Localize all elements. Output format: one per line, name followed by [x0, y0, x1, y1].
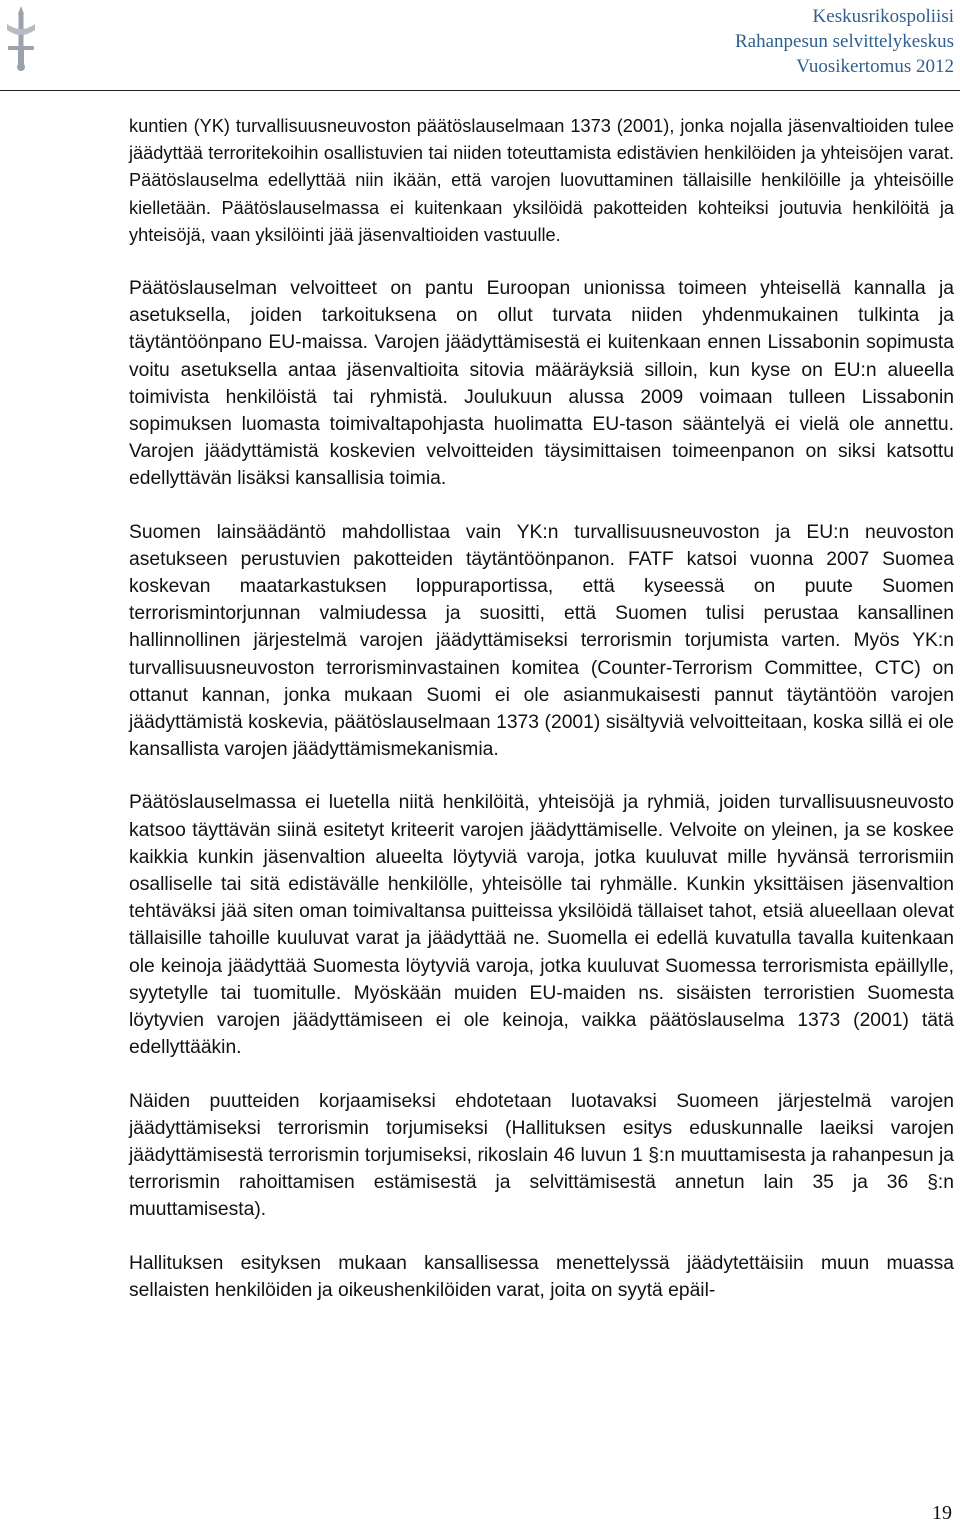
document-body: [129, 113, 954, 1330]
body-paragraph-2: Päätöslauselman velvoitteet on pantu Euroopan unionissa toimeen yhteisellä kannalla ja asetuksella, joiden tarkoituksena on ollut turvata niiden yhdenmukainen tulkinta ja täytäntöönpano EU-maissa. Varojen jäädyttämisestä ei kuitenkaan ennen Lissabonin sopimusta voitu asetuksella antaa jäsenvaltioita sitovia määräyksiä silloin, kun kyse on EU:n alueella toimivista henkilöistä tai ryhmistä. Joulukuun alussa 2009 voimaan tulleen Lissabonin sopimuksen luomasta toimivaltapohjasta huolimatta EU-tason sääntelyä ei vielä ole annettu. Varojen jäädyttämistä koskevien velvoitteiden täysimittaisen toimeenpanon on siksi katsottu edellyttävän lisäksi kansallisia toimia.: [129, 278, 954, 490]
page-number: 19: [932, 1502, 952, 1524]
header-organization: Keskusrikospoliisi: [812, 6, 954, 27]
header-document-title: Vuosikertomus 2012: [796, 56, 954, 77]
police-emblem-icon: [4, 4, 38, 74]
body-paragraph-4: Päätöslauselmassa ei luetella niitä henkilöitä, yhteisöjä ja ryhmiä, joiden turvallisuusneuvosto katsoo täyttävän siinä esitetyt kriteerit varojen jäädyttämiselle. Velvoite on yleinen, ja se koskee kaikkia kunkin jäsenvaltion alueelta löytyviä varoja, jotka kuuluvat mille hyvänsä terrorismiin osalliselle tai sitä edistävälle henkilölle, yhteisölle tai ryhmälle. Kunkin yksittäisen jäsenvaltion tehtäväksi jää siten oman toimivaltansa puitteissa yksilöidä tällaiset tahot, etsiä alueellaan olevat tällaisille tahoille kuuluvat varat ja jäädyttää ne. Suomella ei edellä kuvatulla tavalla kuitenkaan ole keinoja jäädyttää Suomesta löytyviä varoja, jotka kuuluvat Suomessa terrorismista epäillylle, syytetylle tai tuomitulle. Myöskään muiden EU-maiden ns. sisäisten terroristien Suomesta löytyvien varojen jäädyttämiseen ei ole keinoja, vaikka päätöslauselma 1373 (2001) tätä edellyttääkin.: [129, 792, 954, 1059]
header-divider: [0, 90, 960, 91]
body-paragraph-5: Näiden puutteiden korjaamiseksi ehdotetaan luotavaksi Suomeen järjestelmä varojen jäädyttämiseksi terrorismin torjumiseksi (Hallituksen esitys eduskunnalle laeiksi varojen jäädyttämisestä terrorismin torjumiseksi, rikoslain 46 luvun 1 §:n muuttamisesta ja rahanpesun ja terrorismin rahoittamisen estämisestä ja selvittämisestä annetun lain 35 ja 36 §:n muuttamisesta).: [129, 1090, 954, 1221]
header-unit: Rahanpesun selvittelykeskus: [735, 31, 954, 52]
body-paragraph-6: Hallituksen esityksen mukaan kansallisessa menettelyssä jäädytettäisiin muun muassa sellaisten henkilöiden ja oikeushenkilöiden varat, joita on syytä epäil-: [129, 1252, 954, 1301]
body-paragraph-1: kuntien (YK) turvallisuusneuvoston päätöslauselmaan 1373 (2001), jonka nojalla jäsenvaltioiden tulee jäädyttää terroritekoihin osallistuvien tai niiden toteuttamista edistävien henkilöiden ja yhteisöjen varat. Päätöslauselma edellyttää niin ikään, että varojen luovuttaminen tällaisille henkilöille ja yhteisöille kielletään. Päätöslauselmassa ei kuitenkaan yksilöidä pakotteiden kohteiksi joutuvia henkilöitä ja yhteisöjä, vaan yksilöinti jää jäsenvaltioiden vastuulle.: [129, 116, 954, 245]
document-header: [735, 4, 954, 79]
body-paragraph-3: Suomen lainsäädäntö mahdollistaa vain YK:n turvallisuusneuvoston ja EU:n neuvoston asetukseen perustuvien pakotteiden täytäntöönpanon. FATF katsoi vuonna 2007 Suomea koskevan maatarkastuksen loppuraportissa, että kyseessä on puute Suomen terrorismintorjunnan valmiudessa ja suositti, että Suomen tulisi perustaa kansallinen hallinnollinen järjestelmä varojen jäädyttämiseksi terrorismin torjumista varten. Myös YK:n turvallisuusneuvoston terrorisminvastainen komitea (Counter-Terrorism Committee, CTC) on ottanut kannan, jonka mukaan Suomi ei ole asianmukaisesti pannut täytäntöön varojen jäädyttämistä koskevia, päätöslauselmaan 1373 (2001) sisältyviä velvoitteitaan, koska sillä ei ole kansallista varojen jäädyttämismekanismia.: [129, 521, 954, 761]
